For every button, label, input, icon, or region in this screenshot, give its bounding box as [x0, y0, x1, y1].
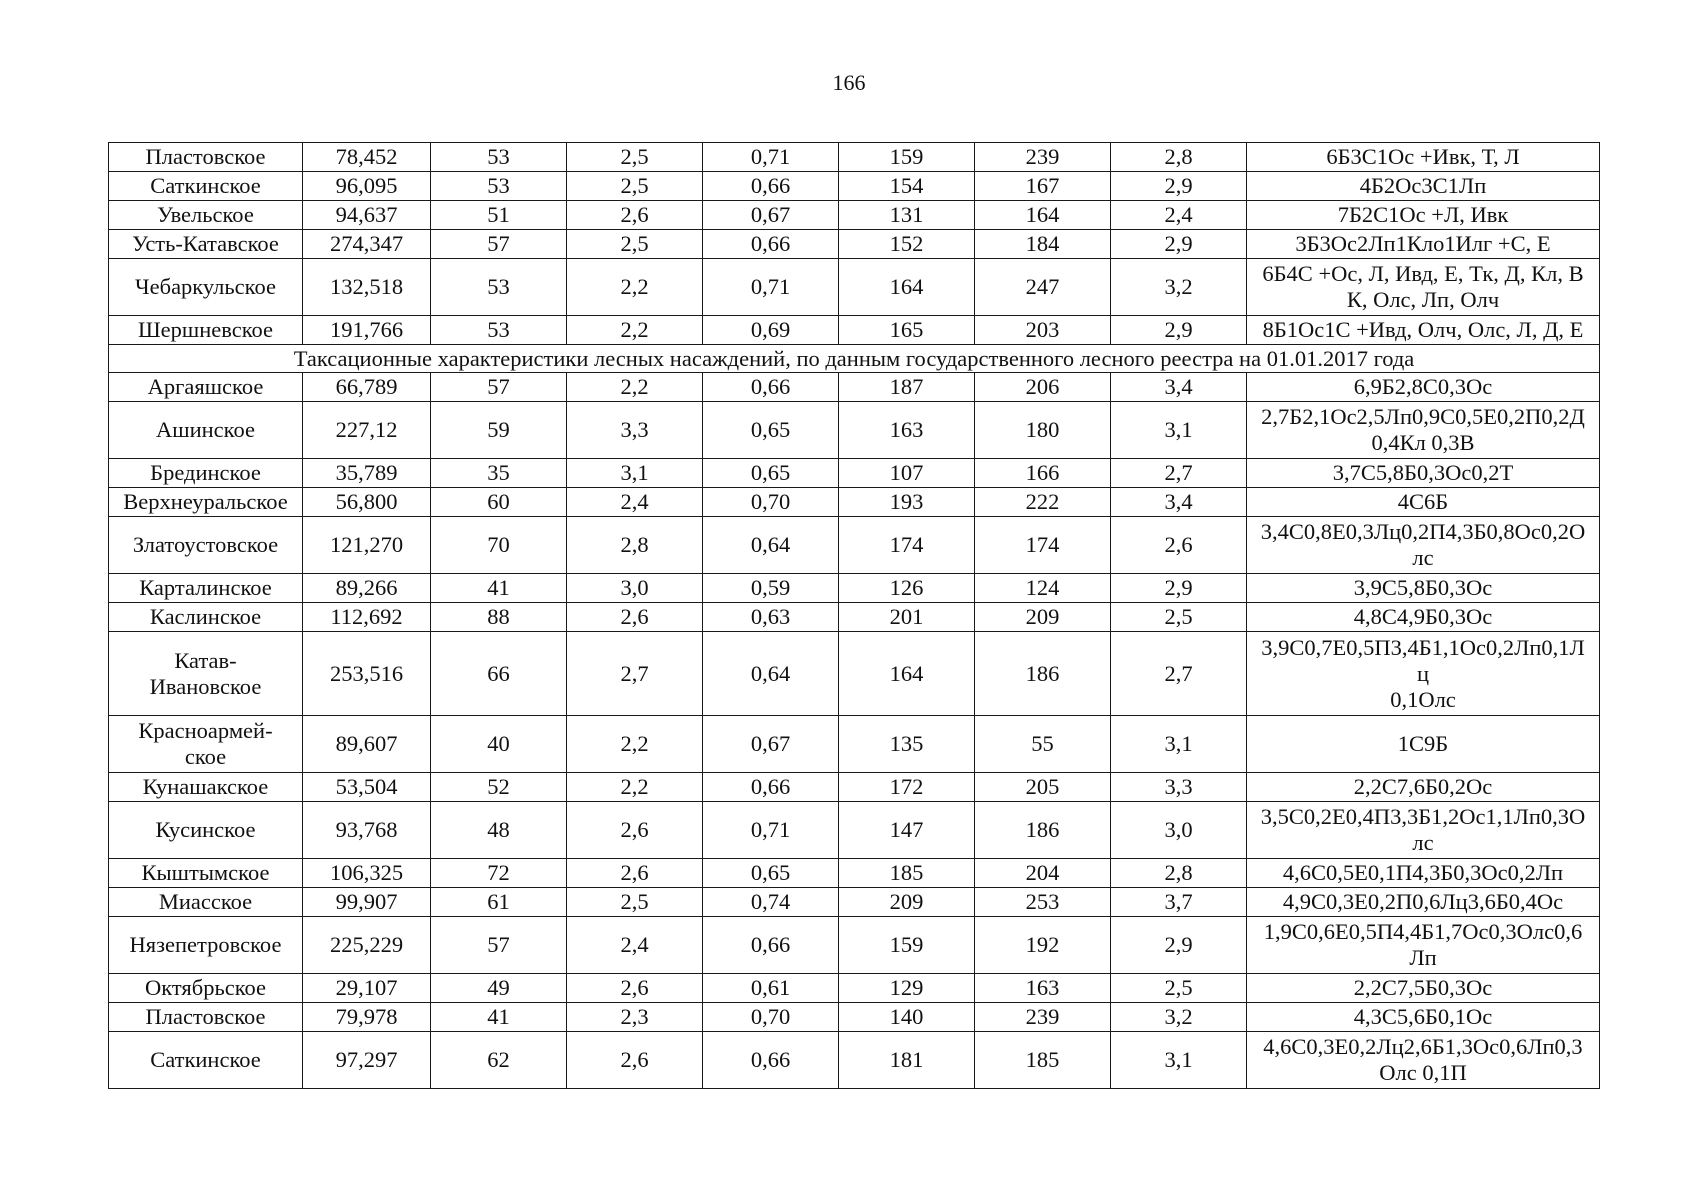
forestry-name-cell: Усть-Катавское — [109, 230, 303, 259]
area-cell: 93,768 — [303, 802, 431, 859]
table-row — [109, 488, 1600, 517]
class-cell: 2,3 — [567, 1003, 703, 1032]
mature-stock-cell: 163 — [975, 974, 1111, 1003]
composition-text: 6,9Б2,8С0,3Ос — [1353, 374, 1493, 399]
forestry-name-cell: Увельское — [109, 201, 303, 230]
class-cell: 2,5 — [567, 172, 703, 201]
composition-cell — [1247, 888, 1600, 917]
class-cell: 2,5 — [567, 888, 703, 917]
composition-cell — [1247, 917, 1600, 974]
class-cell: 2,6 — [567, 859, 703, 888]
mature-stock-cell: 174 — [975, 517, 1111, 574]
forestry-name-cell: Верхнеуральское — [109, 488, 303, 517]
forestry-name-cell: Катав- Ивановское — [109, 632, 303, 716]
age-cell: 53 — [431, 172, 567, 201]
composition-cell — [1247, 1032, 1600, 1089]
area-cell: 29,107 — [303, 974, 431, 1003]
stock-per-ha-cell: 129 — [839, 974, 975, 1003]
mature-stock-cell: 239 — [975, 143, 1111, 172]
composition-cell — [1247, 459, 1600, 488]
stock-per-ha-cell: 187 — [839, 373, 975, 402]
class-cell: 2,6 — [567, 603, 703, 632]
age-cell: 41 — [431, 1003, 567, 1032]
mature-stock-cell: 124 — [975, 574, 1111, 603]
age-cell: 66 — [431, 632, 567, 716]
composition-text: 4,9С0,3Е0,2П0,6Лц3,6Б0,4Ос — [1282, 889, 1564, 914]
age-cell: 51 — [431, 201, 567, 230]
area-cell: 35,789 — [303, 459, 431, 488]
area-cell: 78,452 — [303, 143, 431, 172]
composition-text: 3,9С5,8Б0,3Ос — [1353, 575, 1493, 600]
forestry-name-cell: Каслинское — [109, 603, 303, 632]
composition-cell — [1247, 603, 1600, 632]
class-cell: 2,8 — [567, 517, 703, 574]
table-row — [109, 259, 1600, 316]
area-cell: 112,692 — [303, 603, 431, 632]
age-cell: 62 — [431, 1032, 567, 1089]
stock-per-ha-cell: 181 — [839, 1032, 975, 1089]
table-row — [109, 632, 1600, 716]
mature-stock-cell: 205 — [975, 773, 1111, 802]
growth-cell: 2,9 — [1111, 574, 1247, 603]
mature-stock-cell: 192 — [975, 917, 1111, 974]
age-cell: 40 — [431, 716, 567, 773]
mature-stock-cell: 185 — [975, 1032, 1111, 1089]
stock-per-ha-cell: 193 — [839, 488, 975, 517]
composition-text: 4,6С0,3Е0,2Лц2,6Б1,3Ос0,6Лп0,3 Олс 0,1П — [1263, 1034, 1583, 1085]
composition-cell — [1247, 802, 1600, 859]
density-cell: 0,71 — [703, 143, 839, 172]
growth-cell: 2,6 — [1111, 517, 1247, 574]
forest-taxation-table — [108, 142, 1600, 1089]
mature-stock-cell: 186 — [975, 632, 1111, 716]
table-row — [109, 974, 1600, 1003]
growth-cell: 2,5 — [1111, 603, 1247, 632]
age-cell: 59 — [431, 402, 567, 459]
table-row — [109, 201, 1600, 230]
density-cell: 0,65 — [703, 459, 839, 488]
stock-per-ha-cell: 209 — [839, 888, 975, 917]
composition-cell — [1247, 773, 1600, 802]
density-cell: 0,67 — [703, 201, 839, 230]
age-cell: 70 — [431, 517, 567, 574]
age-cell: 53 — [431, 143, 567, 172]
composition-text: 3,9С0,7Е0,5П3,4Б1,1Ос0,2Лп0,1Л ц 0,1Олс — [1261, 634, 1585, 712]
composition-text: 3Б3Ос2Лп1Кло1Илг +С, Е — [1295, 231, 1551, 256]
class-cell: 3,1 — [567, 459, 703, 488]
forestry-name-cell: Саткинское — [109, 172, 303, 201]
age-cell: 48 — [431, 802, 567, 859]
composition-text: 8Б1Ос1С +Ивд, Олч, Олс, Л, Д, Е — [1262, 317, 1584, 342]
table-row — [109, 802, 1600, 859]
class-cell: 3,3 — [567, 402, 703, 459]
age-cell: 53 — [431, 316, 567, 345]
area-cell: 225,229 — [303, 917, 431, 974]
stock-per-ha-cell: 126 — [839, 574, 975, 603]
age-cell: 49 — [431, 974, 567, 1003]
composition-cell — [1247, 517, 1600, 574]
mature-stock-cell: 167 — [975, 172, 1111, 201]
section-header-group — [109, 345, 1600, 373]
growth-cell: 3,2 — [1111, 1003, 1247, 1032]
composition-cell — [1247, 1003, 1600, 1032]
class-cell: 2,2 — [567, 716, 703, 773]
composition-cell — [1247, 143, 1600, 172]
density-cell: 0,64 — [703, 517, 839, 574]
mature-stock-cell: 206 — [975, 373, 1111, 402]
composition-cell — [1247, 859, 1600, 888]
age-cell: 52 — [431, 773, 567, 802]
area-cell: 53,504 — [303, 773, 431, 802]
composition-cell — [1247, 373, 1600, 402]
growth-cell: 2,9 — [1111, 917, 1247, 974]
composition-text: 3,4С0,8Е0,3Лц0,2П4,3Б0,8Ос0,2О лс — [1260, 519, 1586, 570]
area-cell: 94,637 — [303, 201, 431, 230]
class-cell: 2,6 — [567, 201, 703, 230]
growth-cell: 2,4 — [1111, 201, 1247, 230]
table-row — [109, 143, 1600, 172]
density-cell: 0,59 — [703, 574, 839, 603]
composition-text: 4Б2Ос3С1Лп — [1359, 173, 1487, 198]
area-cell: 121,270 — [303, 517, 431, 574]
table-row — [109, 517, 1600, 574]
table-body-top — [109, 143, 1600, 345]
stock-per-ha-cell: 164 — [839, 632, 975, 716]
composition-cell — [1247, 488, 1600, 517]
forestry-name-cell: Ашинское — [109, 402, 303, 459]
class-cell: 3,0 — [567, 574, 703, 603]
stock-per-ha-cell: 163 — [839, 402, 975, 459]
density-cell: 0,65 — [703, 859, 839, 888]
composition-text: 7Б2С1Ос +Л, Ивк — [1337, 202, 1509, 227]
composition-text: 2,2С7,5Б0,3Ос — [1353, 975, 1493, 1000]
composition-text: 1,9С0,6Е0,5П4,4Б1,7Ос0,3Олс0,6 Лп — [1263, 919, 1583, 970]
stock-per-ha-cell: 165 — [839, 316, 975, 345]
area-cell: 227,12 — [303, 402, 431, 459]
forestry-name-cell: Кусинское — [109, 802, 303, 859]
forestry-name-cell: Миасское — [109, 888, 303, 917]
mature-stock-cell: 184 — [975, 230, 1111, 259]
mature-stock-cell: 247 — [975, 259, 1111, 316]
density-cell: 0,65 — [703, 402, 839, 459]
class-cell: 2,4 — [567, 917, 703, 974]
area-cell: 96,095 — [303, 172, 431, 201]
class-cell: 2,2 — [567, 773, 703, 802]
density-cell: 0,66 — [703, 373, 839, 402]
growth-cell: 2,7 — [1111, 459, 1247, 488]
stock-per-ha-cell: 172 — [839, 773, 975, 802]
density-cell: 0,63 — [703, 603, 839, 632]
age-cell: 41 — [431, 574, 567, 603]
table-row — [109, 1032, 1600, 1089]
composition-cell — [1247, 172, 1600, 201]
mature-stock-cell: 239 — [975, 1003, 1111, 1032]
section-header-row — [109, 345, 1600, 373]
mature-stock-cell: 203 — [975, 316, 1111, 345]
table-row — [109, 172, 1600, 201]
growth-cell: 2,7 — [1111, 632, 1247, 716]
stock-per-ha-cell: 152 — [839, 230, 975, 259]
age-cell: 35 — [431, 459, 567, 488]
area-cell: 191,766 — [303, 316, 431, 345]
growth-cell: 3,1 — [1111, 402, 1247, 459]
table-row — [109, 859, 1600, 888]
mature-stock-cell: 209 — [975, 603, 1111, 632]
growth-cell: 2,9 — [1111, 172, 1247, 201]
growth-cell: 2,5 — [1111, 974, 1247, 1003]
composition-cell — [1247, 574, 1600, 603]
class-cell: 2,5 — [567, 230, 703, 259]
area-cell: 99,907 — [303, 888, 431, 917]
class-cell: 2,6 — [567, 802, 703, 859]
class-cell: 2,2 — [567, 316, 703, 345]
class-cell: 2,6 — [567, 974, 703, 1003]
density-cell: 0,67 — [703, 716, 839, 773]
table-row — [109, 1003, 1600, 1032]
composition-cell — [1247, 230, 1600, 259]
table-row — [109, 917, 1600, 974]
area-cell: 97,297 — [303, 1032, 431, 1089]
growth-cell: 2,8 — [1111, 859, 1247, 888]
composition-cell — [1247, 316, 1600, 345]
mature-stock-cell: 253 — [975, 888, 1111, 917]
density-cell: 0,66 — [703, 1032, 839, 1089]
forestry-name-cell: Пластовское — [109, 1003, 303, 1032]
forestry-name-cell: Нязепетровское — [109, 917, 303, 974]
area-cell: 274,347 — [303, 230, 431, 259]
composition-text: 2,7Б2,1Ос2,5Лп0,9С0,5Е0,2П0,2Д 0,4Кл 0,3В — [1261, 404, 1585, 455]
composition-text: 4,6С0,5Е0,1П4,3Б0,3Ос0,2Лп — [1282, 860, 1564, 885]
stock-per-ha-cell: 131 — [839, 201, 975, 230]
growth-cell: 3,0 — [1111, 802, 1247, 859]
table-row — [109, 316, 1600, 345]
forestry-name-cell: Аргаяшское — [109, 373, 303, 402]
class-cell: 2,7 — [567, 632, 703, 716]
density-cell: 0,66 — [703, 773, 839, 802]
mature-stock-cell: 55 — [975, 716, 1111, 773]
composition-text: 3,5С0,2Е0,4П3,3Б1,2Ос1,1Лп0,3О лс — [1260, 804, 1586, 855]
growth-cell: 2,9 — [1111, 316, 1247, 345]
composition-text: 2,2С7,6Б0,2Ос — [1353, 774, 1493, 799]
table-row — [109, 230, 1600, 259]
stock-per-ha-cell: 159 — [839, 143, 975, 172]
composition-text: 6Б3С1Ос +Ивк, Т, Л — [1326, 144, 1520, 169]
page-number: 166 — [832, 70, 866, 95]
table-row — [109, 773, 1600, 802]
class-cell: 2,6 — [567, 1032, 703, 1089]
stock-per-ha-cell: 107 — [839, 459, 975, 488]
forestry-name-cell: Пластовское — [109, 143, 303, 172]
density-cell: 0,61 — [703, 974, 839, 1003]
age-cell: 88 — [431, 603, 567, 632]
stock-per-ha-cell: 174 — [839, 517, 975, 574]
age-cell: 53 — [431, 259, 567, 316]
stock-per-ha-cell: 164 — [839, 259, 975, 316]
growth-cell: 3,1 — [1111, 1032, 1247, 1089]
section-title: Таксационные характеристики лесных насаждений, по данным государственного лесного реестра на 01.01.2017 года — [109, 345, 1600, 373]
age-cell: 61 — [431, 888, 567, 917]
area-cell: 89,266 — [303, 574, 431, 603]
growth-cell: 3,2 — [1111, 259, 1247, 316]
age-cell: 72 — [431, 859, 567, 888]
composition-cell — [1247, 259, 1600, 316]
growth-cell: 2,8 — [1111, 143, 1247, 172]
density-cell: 0,66 — [703, 230, 839, 259]
growth-cell: 3,1 — [1111, 716, 1247, 773]
area-cell: 89,607 — [303, 716, 431, 773]
table-row — [109, 402, 1600, 459]
forestry-name-cell: Карталинское — [109, 574, 303, 603]
mature-stock-cell: 204 — [975, 859, 1111, 888]
mature-stock-cell: 166 — [975, 459, 1111, 488]
table-row — [109, 716, 1600, 773]
age-cell: 57 — [431, 230, 567, 259]
area-cell: 56,800 — [303, 488, 431, 517]
growth-cell: 2,9 — [1111, 230, 1247, 259]
composition-text: 1С9Б — [1397, 731, 1449, 756]
growth-cell: 3,4 — [1111, 488, 1247, 517]
density-cell: 0,66 — [703, 172, 839, 201]
table-body-bottom — [109, 373, 1600, 1089]
density-cell: 0,69 — [703, 316, 839, 345]
composition-text: 4,8С4,9Б0,3Ос — [1353, 604, 1493, 629]
forestry-name-cell: Октябрьское — [109, 974, 303, 1003]
mature-stock-cell: 180 — [975, 402, 1111, 459]
class-cell: 2,2 — [567, 259, 703, 316]
table-row — [109, 459, 1600, 488]
area-cell: 253,516 — [303, 632, 431, 716]
area-cell: 79,978 — [303, 1003, 431, 1032]
density-cell: 0,64 — [703, 632, 839, 716]
forestry-name-cell: Златоустовское — [109, 517, 303, 574]
forestry-name-cell: Кыштымское — [109, 859, 303, 888]
composition-cell — [1247, 716, 1600, 773]
density-cell: 0,74 — [703, 888, 839, 917]
density-cell: 0,70 — [703, 488, 839, 517]
composition-text: 6Б4С +Ос, Л, Ивд, Е, Тк, Д, Кл, В К, Олс, Лп, Олч — [1262, 261, 1584, 312]
mature-stock-cell: 164 — [975, 201, 1111, 230]
table-row — [109, 603, 1600, 632]
composition-cell — [1247, 402, 1600, 459]
composition-cell — [1247, 201, 1600, 230]
growth-cell: 3,7 — [1111, 888, 1247, 917]
age-cell: 57 — [431, 373, 567, 402]
forestry-name-cell: Брединское — [109, 459, 303, 488]
forestry-name-cell: Шершневское — [109, 316, 303, 345]
class-cell: 2,5 — [567, 143, 703, 172]
stock-per-ha-cell: 147 — [839, 802, 975, 859]
area-cell: 106,325 — [303, 859, 431, 888]
mature-stock-cell: 222 — [975, 488, 1111, 517]
age-cell: 60 — [431, 488, 567, 517]
density-cell: 0,66 — [703, 917, 839, 974]
stock-per-ha-cell: 185 — [839, 859, 975, 888]
forestry-name-cell: Кунашакское — [109, 773, 303, 802]
composition-text: 3,7С5,8Б0,3Ос0,2Т — [1332, 460, 1514, 485]
stock-per-ha-cell: 159 — [839, 917, 975, 974]
table-row — [109, 373, 1600, 402]
density-cell: 0,71 — [703, 802, 839, 859]
composition-text: 4,3С5,6Б0,1Ос — [1353, 1004, 1493, 1029]
area-cell: 66,789 — [303, 373, 431, 402]
stock-per-ha-cell: 135 — [839, 716, 975, 773]
density-cell: 0,70 — [703, 1003, 839, 1032]
class-cell: 2,4 — [567, 488, 703, 517]
class-cell: 2,2 — [567, 373, 703, 402]
forestry-name-cell: Чебаркульское — [109, 259, 303, 316]
forestry-name-cell: Красноармей- ское — [109, 716, 303, 773]
composition-cell — [1247, 974, 1600, 1003]
composition-cell — [1247, 632, 1600, 716]
density-cell: 0,71 — [703, 259, 839, 316]
table-row — [109, 888, 1600, 917]
stock-per-ha-cell: 154 — [839, 172, 975, 201]
forestry-name-cell: Саткинское — [109, 1032, 303, 1089]
composition-text: 4С6Б — [1397, 489, 1449, 514]
mature-stock-cell: 186 — [975, 802, 1111, 859]
stock-per-ha-cell: 140 — [839, 1003, 975, 1032]
table-row — [109, 574, 1600, 603]
age-cell: 57 — [431, 917, 567, 974]
area-cell: 132,518 — [303, 259, 431, 316]
stock-per-ha-cell: 201 — [839, 603, 975, 632]
growth-cell: 3,3 — [1111, 773, 1247, 802]
growth-cell: 3,4 — [1111, 373, 1247, 402]
